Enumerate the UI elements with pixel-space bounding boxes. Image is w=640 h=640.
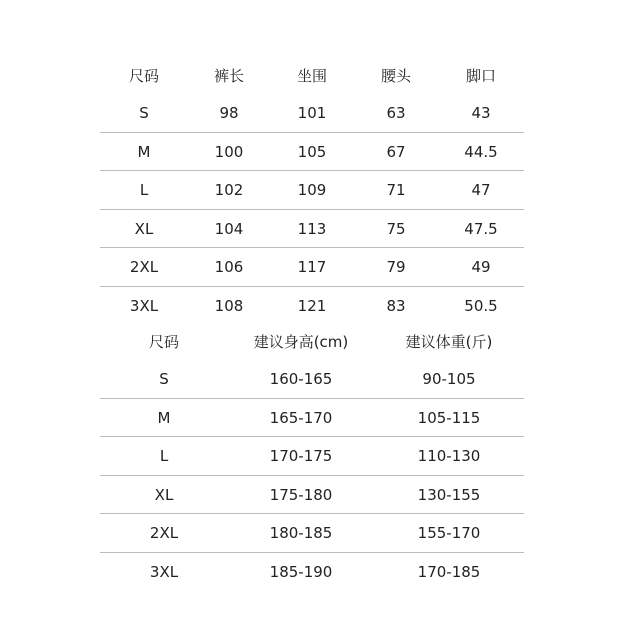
size-cell: S: [139, 104, 149, 123]
header-size: 尺码: [148, 332, 179, 351]
size-cell: L: [159, 447, 169, 466]
weight-cell: 90-105: [422, 370, 476, 389]
hem-cell: 47.5: [464, 219, 498, 238]
table-row: [100, 210, 524, 249]
hem-cell: 44.5: [464, 142, 498, 161]
size-cell: XL: [134, 219, 154, 238]
waist-cell: 79: [386, 258, 406, 277]
pant-length-cell: 102: [214, 181, 244, 200]
hem-cell: 49: [471, 258, 491, 277]
header-hem: 脚口: [465, 66, 496, 85]
waist-cell: 67: [386, 142, 406, 161]
table-row: [100, 171, 524, 210]
weight-cell: 105-115: [417, 408, 481, 427]
weight-cell: 155-170: [417, 524, 481, 543]
table-row: [100, 360, 524, 399]
height-cell: 185-190: [269, 562, 333, 581]
size-cell: M: [157, 408, 171, 427]
hem-cell: 50.5: [464, 296, 498, 315]
hip-cell: 101: [297, 104, 327, 123]
weight-cell: 130-155: [417, 485, 481, 504]
header-height: 建议身高(cm): [253, 332, 349, 351]
table-row: [100, 514, 524, 553]
table-row: [100, 94, 524, 133]
size-cell: 2XL: [149, 524, 179, 543]
hem-cell: 43: [471, 104, 491, 123]
height-cell: 170-175: [269, 447, 333, 466]
waist-cell: 63: [386, 104, 406, 123]
header-pant-length: 裤长: [213, 66, 244, 85]
table-row: [100, 553, 524, 592]
height-cell: 175-180: [269, 485, 333, 504]
hip-cell: 109: [297, 181, 327, 200]
fit-recommendation-table: [100, 322, 524, 591]
size-table-header: [100, 56, 524, 94]
header-size: 尺码: [128, 66, 159, 85]
hip-cell: 105: [297, 142, 327, 161]
fit-table-header: [100, 322, 524, 360]
waist-cell: 75: [386, 219, 406, 238]
hip-cell: 121: [297, 296, 327, 315]
hip-cell: 117: [297, 258, 327, 277]
hip-cell: 113: [297, 219, 327, 238]
pant-length-cell: 108: [214, 296, 244, 315]
hem-cell: 47: [471, 181, 491, 200]
size-cell: 2XL: [129, 258, 159, 277]
header-hip: 坐围: [296, 66, 327, 85]
waist-cell: 71: [386, 181, 406, 200]
weight-cell: 170-185: [417, 562, 481, 581]
pant-length-cell: 98: [219, 104, 239, 123]
table-row: [100, 287, 524, 326]
pant-length-cell: 100: [214, 142, 244, 161]
table-row: [100, 133, 524, 172]
pant-length-cell: 104: [214, 219, 244, 238]
table-row: [100, 399, 524, 438]
size-cell: S: [159, 370, 169, 389]
header-waist: 腰头: [380, 66, 411, 85]
table-row: [100, 248, 524, 287]
size-cell: 3XL: [149, 562, 179, 581]
size-cell: XL: [154, 485, 174, 504]
table-row: [100, 437, 524, 476]
size-cell: 3XL: [129, 296, 159, 315]
size-cell: M: [137, 142, 151, 161]
table-row: [100, 476, 524, 515]
header-weight: 建议体重(斤): [405, 332, 493, 351]
waist-cell: 83: [386, 296, 406, 315]
height-cell: 160-165: [269, 370, 333, 389]
height-cell: 180-185: [269, 524, 333, 543]
pant-length-cell: 106: [214, 258, 244, 277]
weight-cell: 110-130: [417, 447, 481, 466]
size-cell: L: [139, 181, 149, 200]
size-measurement-table: [100, 56, 524, 325]
height-cell: 165-170: [269, 408, 333, 427]
